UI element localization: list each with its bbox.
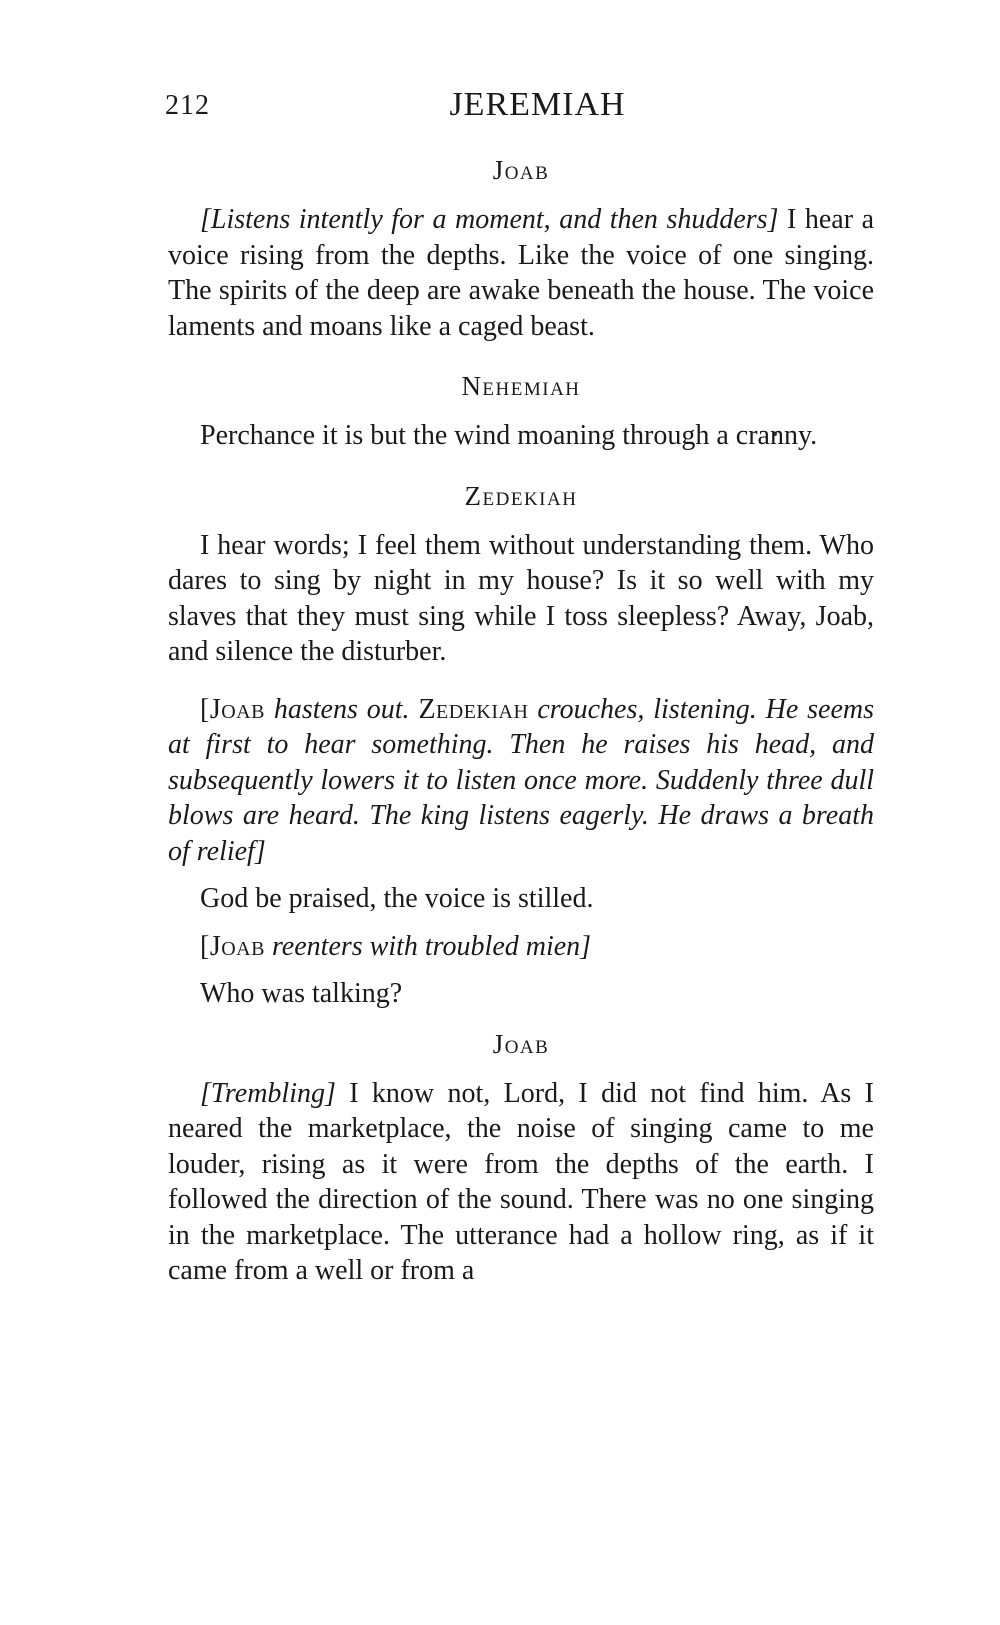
stage-direction: [Listens intently for a moment, and then shudders] [200,204,779,235]
character-name: Joab [209,930,265,962]
stage-direction: reenters with troubled mien] [264,930,592,962]
speech-text: I hear a voice rising from the depths. Like the voice of one singing. The spirits of the deep are awake beneath the house. The voice laments and moans like a caged beast. [168,204,875,342]
speech-paragraph: I hear words; I feel them without understanding them. Who dares to sing by night in my house? Is it so well with my slaves that they must sing while I toss sleepless? Away, Joab, and silence the disturber. [168,529,874,667]
stage-direction-paragraph [168,692,874,870]
speech-paragraph: Who was talking? [200,978,403,1009]
speaker-heading-nehemiah: Nehemiah [461,371,581,401]
direction-bracket: [ [200,930,210,962]
speaker-heading-joab: Joab [492,155,550,185]
character-name: Zedekiah [418,693,529,725]
speech-text: I know not, Lord, I did not find him. As I neared the marketplace, the noise of singing came to me louder, rising as it were from the depths of the earth. I followed the direction of the sound. There was no one singing in the marketplace. The utterance had a hollow ring, as if it came from a well or from a [168,1077,874,1286]
stage-direction: [Trembling] [200,1077,336,1109]
page-number: 212 [165,90,210,121]
running-title: JEREMIAH [449,86,626,123]
stage-direction-paragraph [168,929,874,965]
character-name: Joab [209,693,265,725]
stage-direction: crouches, listening. He seems at first to hear something. Then he raises his head, and subsequently lowers it to listen once more. Suddenly three dull blows are heard. The king listens eagerly. He draws a breath of relief] [168,693,875,867]
speech-paragraph [168,202,874,344]
direction-bracket: [ [200,693,210,725]
speech-paragraph: Perchance it is but the wind moaning through a cranny. [200,420,818,451]
speech-paragraph [168,1076,874,1289]
speaker-heading-zedekiah: Zedekiah [464,480,578,511]
stage-direction: hastens out. [264,693,419,725]
speaker-heading-joab: Joab [492,1028,550,1059]
speech-paragraph: God be praised, the voice is stilled. [200,883,594,914]
text-block [168,150,874,1289]
